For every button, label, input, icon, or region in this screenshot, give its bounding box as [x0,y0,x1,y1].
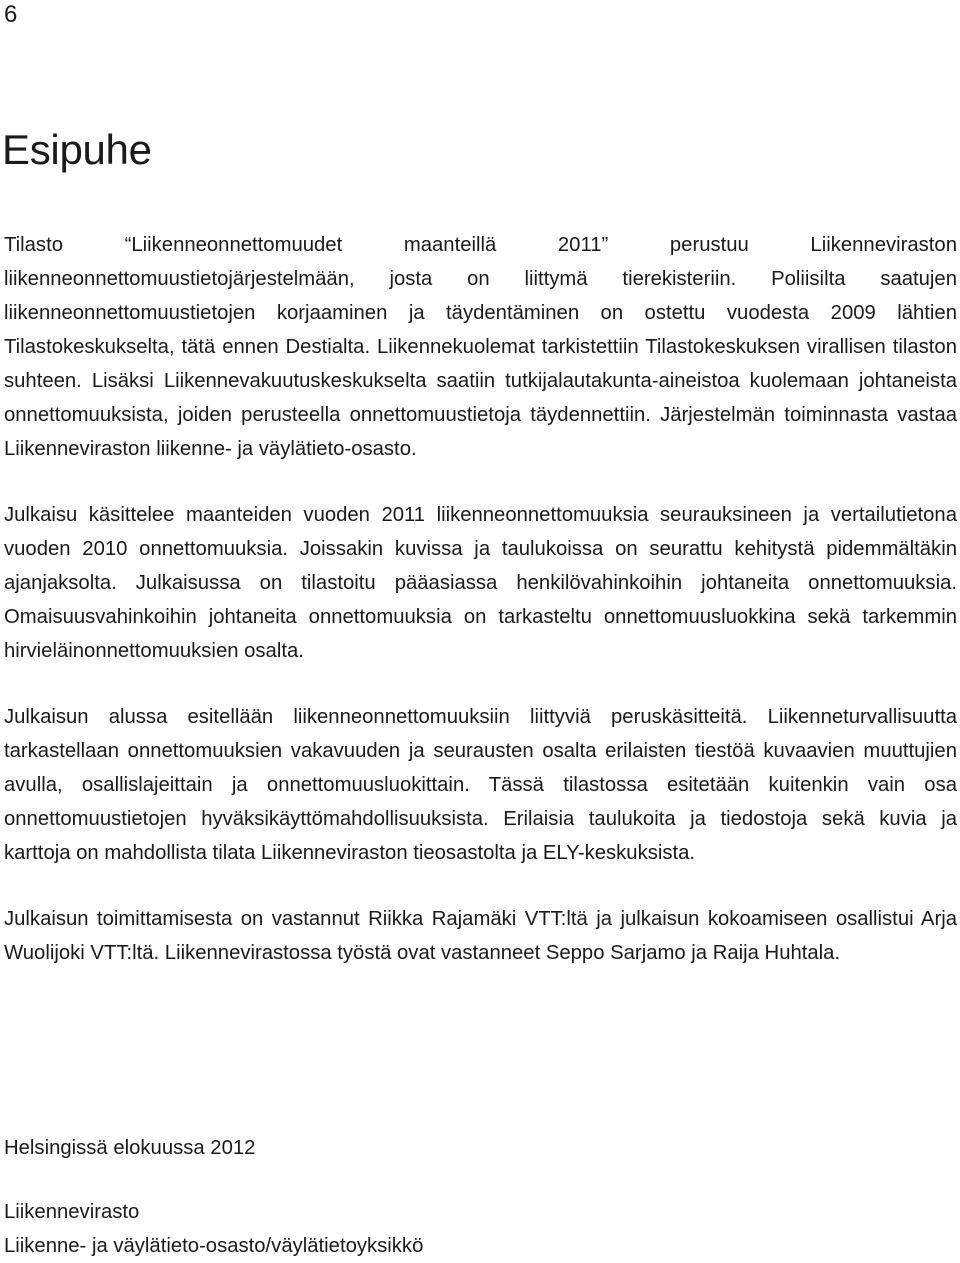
signature-unit: Liikenne- ja väylätieto-osasto/väylätietoyksikkö [4,1235,424,1257]
paragraph-publication-contents: Julkaisun alussa esitellään liikenneonnettomuuksiin liittyviä peruskäsitteitä. Liikenneturvallisuutta tarkastellaan onnettomuuksien vakavuuden ja seurausten osalta erilaisten tiestöä kuvaavien muuttujien avulla, osallislajeittain ja onnettomuusluokittain. Tässä tilastossa esitetään kuitenkin vain osa onnettomuustietojen hyväksikäyttömahdollisuuksista. Erilaisia taulukoita ja tiedostoja sekä kuvia ja karttoja on mahdollista tilata Liikenneviraston tieosastolta ja ELY-keskuksista. [4,706,957,864]
paragraph-publication-scope: Julkaisu käsittelee maanteiden vuoden 2011 liikenneonnettomuuksia seurauksineen ja vertailutietona vuoden 2010 onnettomuuksia. Joissakin kuvissa ja taulukoissa on seurattu kehitystä pidemmältäkin ajanjaksolta. Julkaisussa on tilastoitu pääasiassa henkilövahinkoihin johtaneita onnettomuuksia. Omaisuusvahinkoihin johtaneita onnettomuuksia on tarkasteltu onnettomuusluokkina sekä tarkemmin hirvieläinonnettomuuksien osalta. [4,504,957,662]
signature-organization: Liikennevirasto [4,1201,140,1223]
document-body [4,228,957,1002]
paragraph-statistics-source: Tilasto “Liikenneonnettomuudet maanteillä 2011” perustuu Liikenneviraston liikenneonnettomuustietojärjestelmään, josta on liittymä tierekisteriin. Poliisilta saatujen liikenneonnettomuustietojen korjaaminen ja täydentäminen on ostettu vuodesta 2009 lähtien Tilastokeskukselta, tätä ennen Destialta. Liikennekuolemat tarkistettiin Tilastokeskuksen virallisen tilaston suhteen. Lisäksi Liikennevakuutuskeskukselta saatiin tutkijalautakunta-aineistoa kuolemaan johtaneista onnettomuuksista, joiden perusteella onnettomuustietoja täydennettiin. Järjestelmän toiminnasta vastaa Liikenneviraston liikenne- ja väylätieto-osasto. [4,234,957,460]
signature-place-date: Helsingissä elokuussa 2012 [4,1137,256,1159]
paragraph-editors: Julkaisun toimittamisesta on vastannut Riikka Rajamäki VTT:ltä ja julkaisun kokoamiseen osallistui Arja Wuolijoki VTT:ltä. Liikennevirastossa työstä ovat vastanneet Seppo Sarjamo ja Raija Huhtala. [4,908,957,964]
page-number: 6 [4,1,18,28]
page-title: Esipuhe [2,126,152,173]
